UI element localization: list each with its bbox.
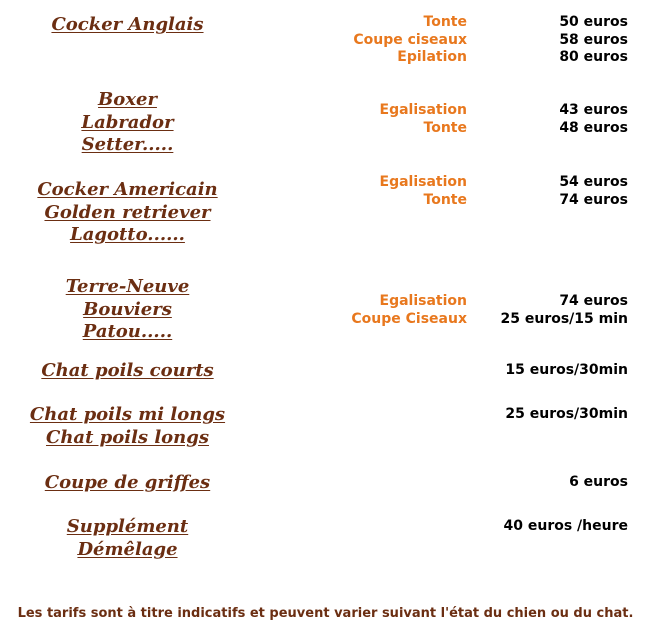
service-name: Coupe Ciseaux [351,310,467,327]
service-name: Egalisation [379,293,467,309]
breed-group [10,516,245,561]
price-list-values [470,518,628,536]
price-list-values [470,406,628,424]
service-name: Tonte [423,119,467,136]
service-name: Egalisation [379,174,467,190]
breed-name: Chat poils courts [41,360,214,381]
breed-name: Supplément [66,516,189,537]
service-name: Epilation [397,49,467,65]
breed-name: Cocker Americain [37,179,218,200]
price-value: 74 euros [559,293,628,309]
breed-name: Coupe de griffes [44,472,211,493]
price-list-values [470,174,628,209]
breed-group [10,472,245,495]
footer-note: Les tarifs sont à titre indicatifs et peuvent varier suivant l'état du chien ou du chat. [17,606,634,621]
breed-group [10,360,245,383]
breed-name: Démêlage [77,538,178,560]
price-list-values [470,474,628,492]
service-list [300,102,467,137]
breed-name: Golden retriever [44,201,211,223]
price-value: 15 euros/30min [505,362,628,378]
breed-name: Setter..... [81,134,174,155]
breed-group [10,179,245,247]
price-value: 58 euros [559,31,628,48]
service-name: Tonte [423,191,467,208]
price-value: 50 euros [559,14,628,30]
service-list [300,293,467,328]
breed-group [10,89,245,157]
price-value: 40 euros /heure [503,518,628,534]
service-list [300,14,467,67]
price-list-values [470,14,628,67]
service-name: Tonte [423,14,467,30]
price-value: 25 euros/15 min [500,310,628,327]
breed-name: Lagotto...... [70,224,185,245]
breed-name: Terre-Neuve [65,276,190,297]
breed-name: Cocker Anglais [51,14,204,35]
service-name: Egalisation [379,102,467,118]
breed-name: Labrador [81,111,174,133]
breed-name: Bouviers [83,298,172,320]
breed-group [10,276,245,344]
price-list-values [470,293,628,328]
price-value: 6 euros [569,474,628,490]
breed-group [10,14,245,37]
price-value: 25 euros/30min [505,406,628,422]
price-value: 43 euros [559,102,628,118]
breed-name: Chat poils mi longs [29,404,226,425]
service-list [300,174,467,209]
breed-name: Chat poils longs [46,426,209,448]
breed-name: Patou..... [82,321,173,342]
price-value: 80 euros [559,49,628,65]
price-value: 74 euros [559,191,628,208]
price-list-values [470,102,628,137]
breed-name: Boxer [98,89,157,110]
breed-group [10,404,245,449]
price-value: 48 euros [559,119,628,136]
price-list-values [470,362,628,380]
service-name: Coupe ciseaux [353,31,467,48]
price-value: 54 euros [559,174,628,190]
